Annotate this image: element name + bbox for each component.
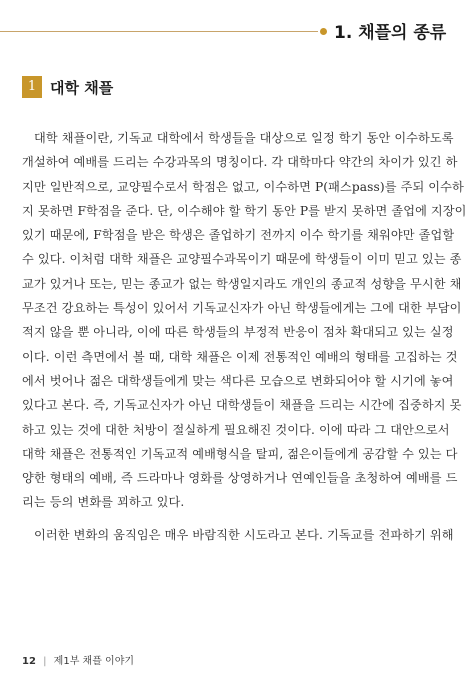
body-line: 에서 벗어나 젊은 대학생들에게 맞는 색다른 모습으로 변화되어야 할 시기에 놓여: [22, 373, 454, 388]
body-line: 이다. 이런 측면에서 볼 때, 대학 채플은 이제 전통적인 예배의 형태를 고집하는 것: [22, 349, 458, 364]
body-line: 있기 때문에, F학점을 받은 학생은 졸업하기 전까지 이수 학기를 채워야만 졸업할: [22, 228, 455, 243]
body-line: 하고 있는 것에 대한 처방이 절실하게 필요해진 것이다. 이에 따라 그 대안으로서: [22, 422, 450, 437]
body-line: 이러한 변화의 움직임은 매우 바람직한 시도라고 본다. 기독교를 전파하기 위해: [34, 527, 454, 542]
body-line: 대학 채플은 전통적인 기독교적 예배형식을 탈피, 젊은이들에게 공감할 수 있는 다: [22, 446, 458, 461]
body-text: [22, 126, 467, 547]
header-rule: [0, 31, 318, 32]
body-line: 양한 형태의 예배, 즉 드라마나 영화를 상영하거나 연예인들을 초청하여 예배를 드: [22, 471, 458, 486]
page-number: 12: [22, 656, 36, 667]
body-line: 있다고 본다. 즉, 기독교신자가 아닌 대학생들이 채플을 드리는 시간에 집중하지 못: [22, 398, 462, 413]
part-label: 제1부 채플 이야기: [53, 656, 135, 667]
body-line: 무조건 강요하는 특성이 있어서 기독교신자가 아닌 학생들에게는 그에 대한 부담이: [22, 301, 462, 316]
header-bullet-dot: [320, 28, 327, 35]
body-line: 지 못하면 F학점을 준다. 단, 이수해야 할 학기 동안 P를 받지 못하면 졸업에 지장이: [22, 203, 467, 218]
footer-separator: |: [43, 656, 47, 667]
body-line: 수 있다. 이처럼 대학 채플은 교양필수과목이기 때문에 학생들이 이미 믿고 있는 종: [22, 252, 462, 267]
body-line: 대학 채플이란, 기독교 대학에서 학생들을 대상으로 일정 학기 동안 이수하도록: [34, 131, 454, 145]
page-footer: [22, 652, 134, 667]
chapter-title: 1. 채플의 종류: [334, 23, 447, 43]
body-line: 리는 등의 변화를 꾀하고 있다.: [22, 495, 185, 510]
chapter-header: [0, 18, 470, 46]
body-line: 지만 일반적으로, 교양필수로서 학점은 없고, 이수하면 P(패스pass)를 주되 이수하: [22, 179, 464, 194]
section-number-badge: 1: [22, 76, 42, 98]
body-line: 개설하여 예배를 드리는 수강과목의 명칭이다. 각 대학마다 약간의 차이가 있긴 하: [22, 155, 458, 170]
section-title: 대학 채플: [50, 79, 114, 97]
body-line: 교가 있거나 또는, 믿는 종교가 없는 학생일지라도 개인의 종교적 성향을 무시한 채: [22, 276, 462, 291]
body-line: 적지 않을 뿐 아니라, 이에 따른 학생들의 부정적 반응이 점차 확대되고 있는 실정: [22, 325, 454, 340]
